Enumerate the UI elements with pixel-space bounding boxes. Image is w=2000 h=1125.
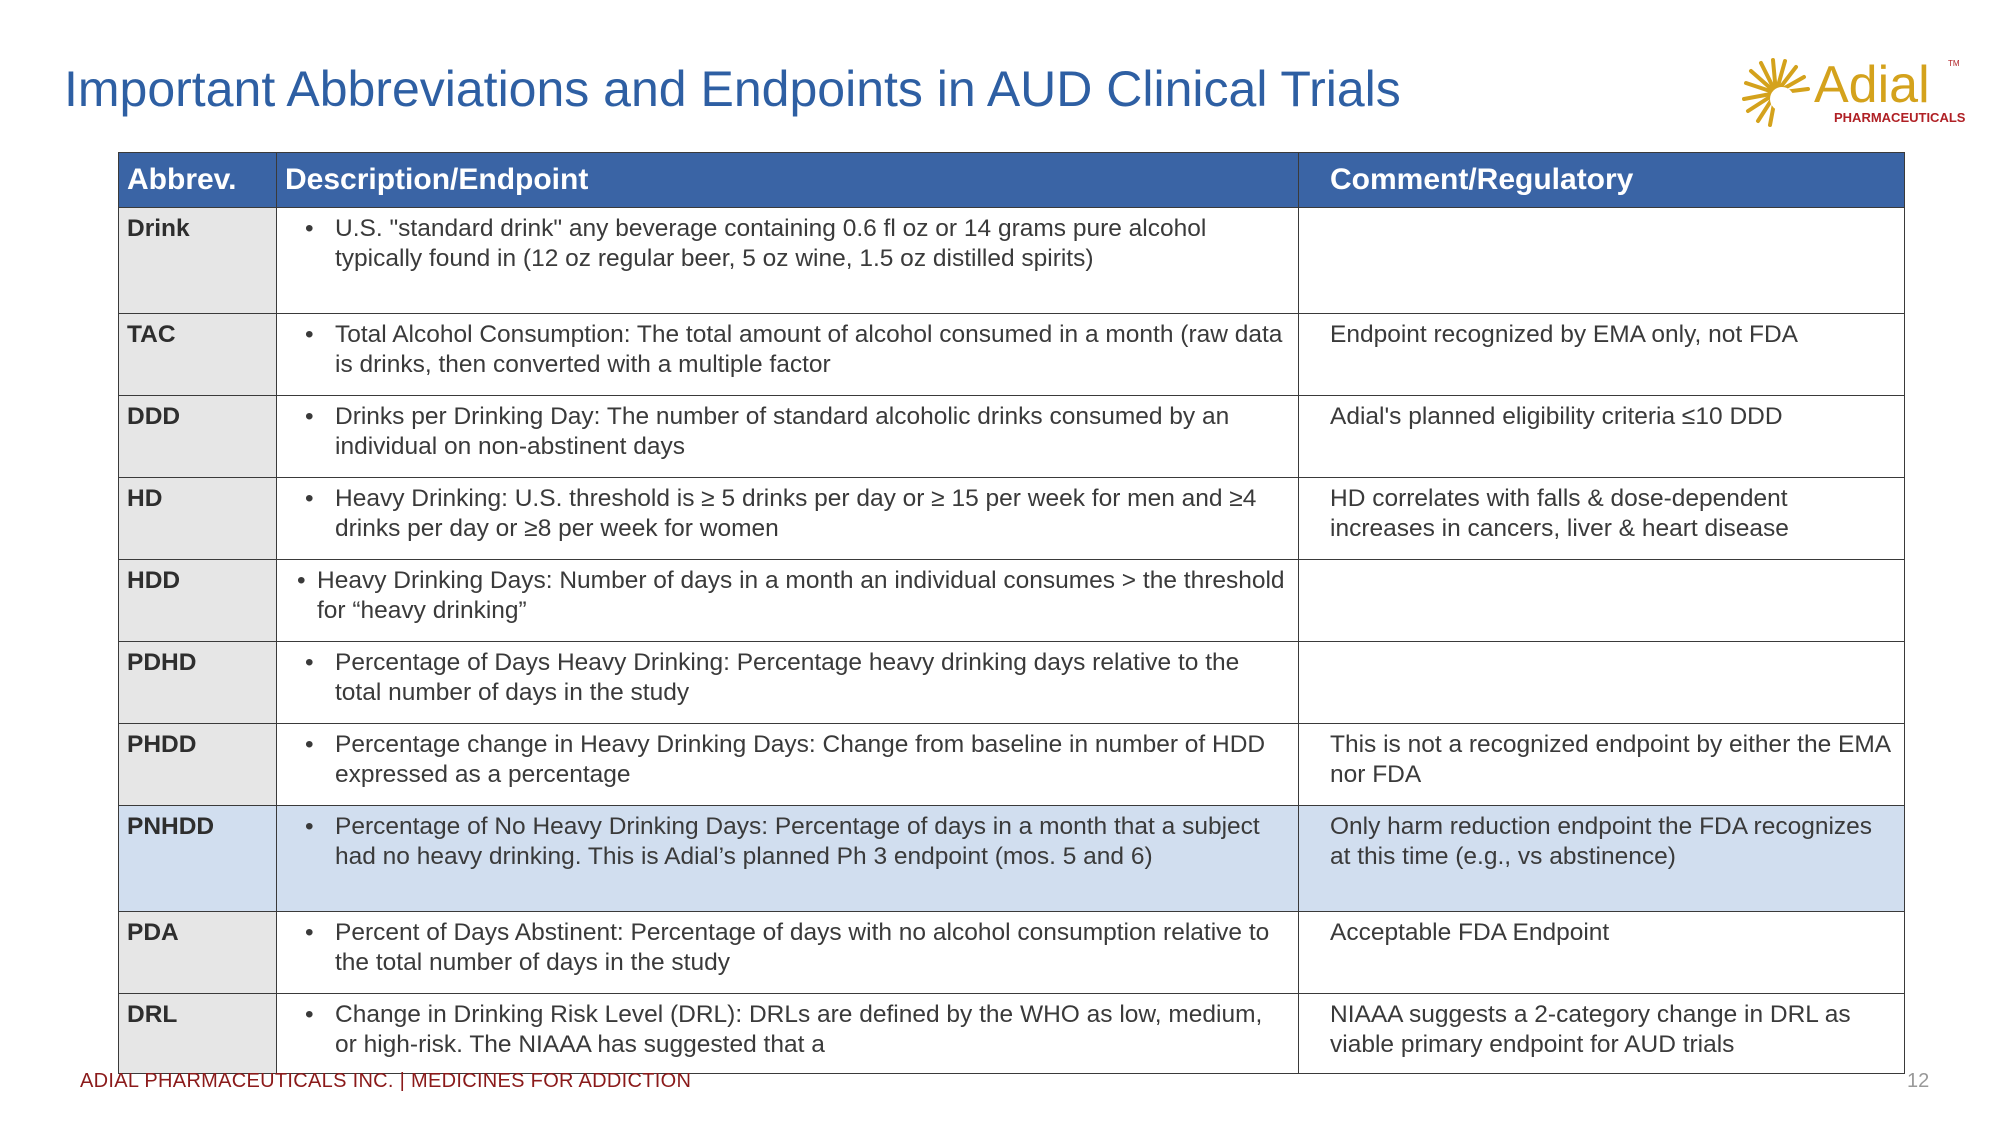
table-row (119, 724, 1905, 806)
description-cell (277, 396, 1299, 478)
logo-tm: TM (1948, 59, 1960, 68)
sunburst-icon (1744, 60, 1808, 125)
page-number: 12 (1907, 1070, 1930, 1092)
table-row (119, 478, 1905, 560)
abbrev-cell: PDA (119, 912, 277, 994)
description-text: • Percentage of Days Heavy Drinking: Percentage heavy drinking days relative to the total number of days in the study (305, 648, 1290, 708)
description-text: • U.S. "standard drink" any beverage containing 0.6 fl oz or 14 grams pure alcohol typically found in (12 oz regular beer, 5 oz wine, 1.5 oz distilled spirits) (305, 214, 1290, 274)
description-cell (277, 478, 1299, 560)
description-cell (277, 806, 1299, 912)
abbrev-cell: Drink (119, 208, 277, 314)
description-text: • Percentage of No Heavy Drinking Days: Percentage of days in a month that a subject had no heavy drinking. This is Adial’s planned Ph 3 endpoint (mos. 5 and 6) (305, 812, 1290, 872)
abbrev-cell: PHDD (119, 724, 277, 806)
comment-cell (1299, 208, 1905, 314)
description-text: • Total Alcohol Consumption: The total amount of alcohol consumed in a month (raw data is drinks, then converted with a multiple factor (305, 320, 1290, 380)
description-text: • Drinks per Drinking Day: The number of standard alcoholic drinks consumed by an individual on non-abstinent days (305, 402, 1290, 462)
table-row (119, 912, 1905, 994)
comment-cell: This is not a recognized endpoint by either the EMA nor FDA (1299, 724, 1905, 806)
table-row (119, 994, 1905, 1074)
abbrev-cell: HD (119, 478, 277, 560)
abbrev-cell: DDD (119, 396, 277, 478)
table-header-row (119, 153, 1905, 208)
comment-cell: NIAAA suggests a 2-category change in DRL as viable primary endpoint for AUD trials (1299, 994, 1905, 1074)
description-text: • Percentage change in Heavy Drinking Days: Change from baseline in number of HDD expressed as a percentage (305, 730, 1290, 790)
description-cell (277, 208, 1299, 314)
adial-logo (1738, 52, 1968, 134)
comment-cell (1299, 642, 1905, 724)
logo-subtitle: PHARMACEUTICALS (1834, 110, 1966, 125)
comment-cell: Only harm reduction endpoint the FDA recognizes at this time (e.g., vs abstinence) (1299, 806, 1905, 912)
abbreviations-table (118, 152, 1905, 1074)
description-text: • Heavy Drinking: U.S. threshold is ≥ 5 drinks per day or ≥ 15 per week for men and ≥4 drinks per day or ≥8 per week for women (305, 484, 1290, 544)
table-row (119, 314, 1905, 396)
abbrev-cell: DRL (119, 994, 277, 1074)
comment-cell: Adial's planned eligibility criteria ≤10 DDD (1299, 396, 1905, 478)
description-cell (277, 724, 1299, 806)
comment-cell: Acceptable FDA Endpoint (1299, 912, 1905, 994)
comment-cell (1299, 560, 1905, 642)
description-cell (277, 912, 1299, 994)
abbrev-cell: HDD (119, 560, 277, 642)
description-cell (277, 994, 1299, 1074)
table-row (119, 396, 1905, 478)
table-row (119, 560, 1905, 642)
comment-cell: HD correlates with falls & dose-dependent increases in cancers, liver & heart disease (1299, 478, 1905, 560)
abbrev-cell: PNHDD (119, 806, 277, 912)
abbrev-cell: PDHD (119, 642, 277, 724)
table-row-highlighted (119, 806, 1905, 912)
header-abbrev: Abbrev. (119, 153, 277, 208)
table-row (119, 642, 1905, 724)
description-cell (277, 560, 1299, 642)
abbrev-cell: TAC (119, 314, 277, 396)
slide-title: Important Abbreviations and Endpoints in AUD Clinical Trials (64, 61, 1401, 117)
header-comment: Comment/Regulatory (1299, 153, 1905, 208)
description-text: • Change in Drinking Risk Level (DRL): DRLs are defined by the WHO as low, medium, or high-risk. The NIAAA has suggested that a (305, 1000, 1290, 1060)
header-description: Description/Endpoint (277, 153, 1299, 208)
logo-wordmark: Adial (1814, 56, 1930, 114)
footer-text: ADIAL PHARMACEUTICALS INC. | MEDICINES FOR ADDICTION (80, 1070, 692, 1092)
comment-cell: Endpoint recognized by EMA only, not FDA (1299, 314, 1905, 396)
table-row (119, 208, 1905, 314)
description-cell (277, 314, 1299, 396)
description-text: • Heavy Drinking Days: Number of days in a month an individual consumes > the threshold for “heavy drinking” (297, 566, 1290, 626)
description-cell (277, 642, 1299, 724)
description-text: • Percent of Days Abstinent: Percentage of days with no alcohol consumption relative to the total number of days in the study (305, 918, 1290, 978)
